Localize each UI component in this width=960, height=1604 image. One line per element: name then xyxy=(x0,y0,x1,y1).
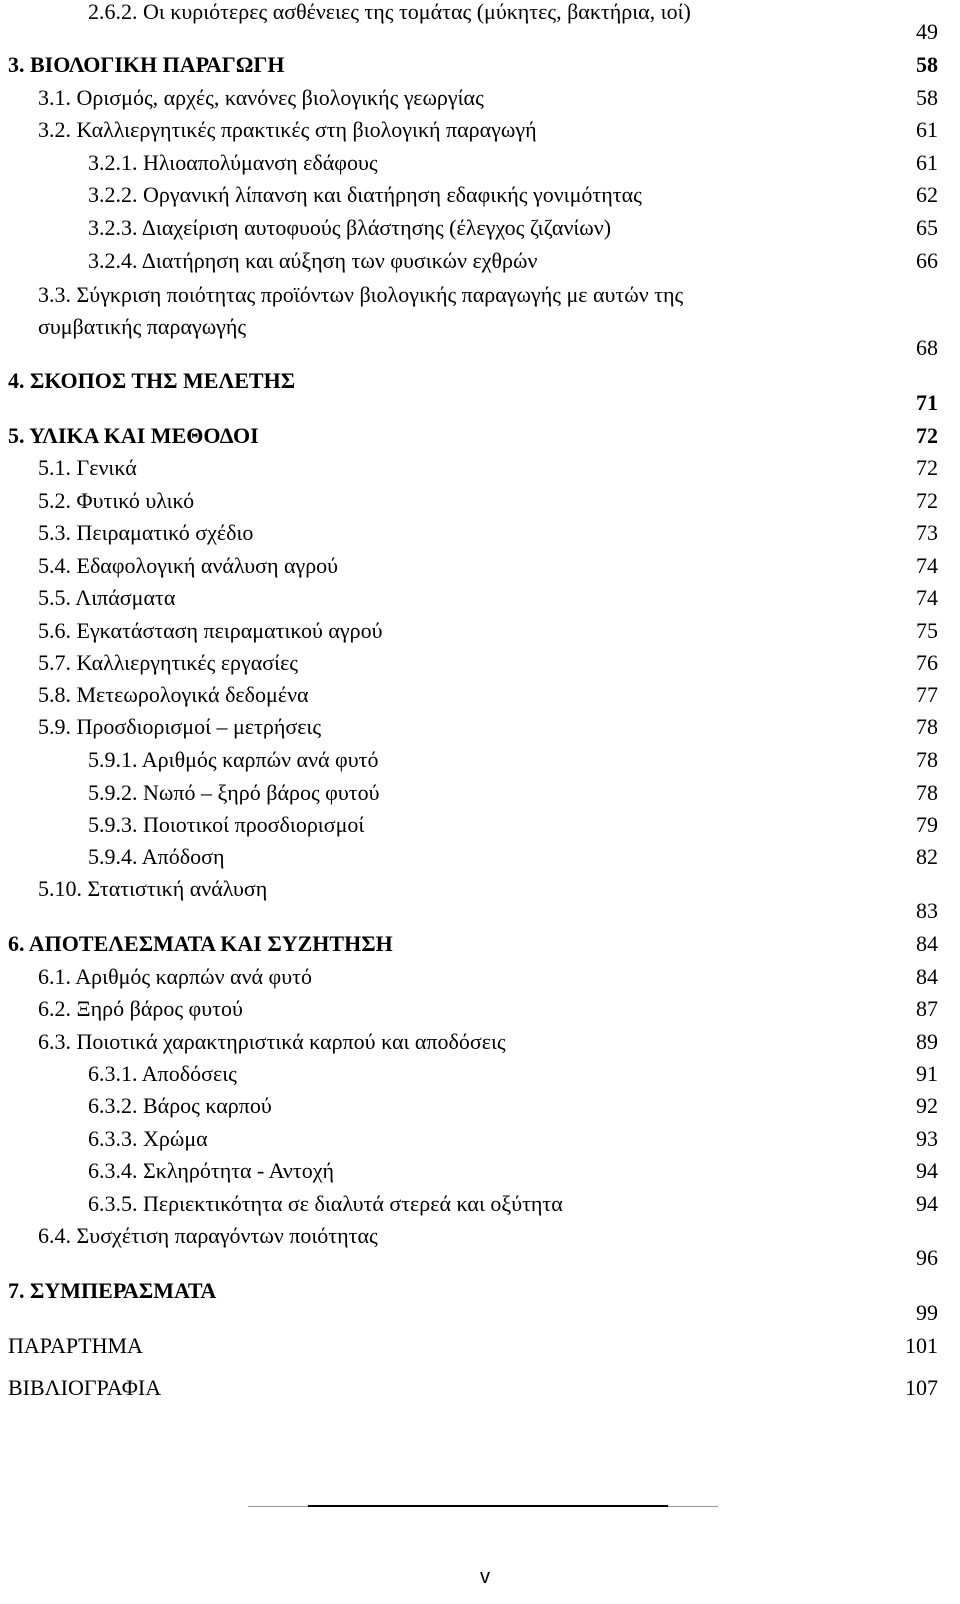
toc-entry-title: 7. ΣΥΜΠΕΡΑΣΜΑΤΑ xyxy=(8,1278,217,1303)
toc-entry xyxy=(0,776,960,810)
toc-entry-page: 72 xyxy=(916,423,938,448)
toc-entry-title: 3.2.4. Διατήρηση και αύξηση των φυσικών εχθρών xyxy=(88,248,538,273)
toc-entry xyxy=(0,840,960,874)
toc-entry-title: 3. ΒΙΟΛΟΓΙΚΗ ΠΑΡΑΓΩΓΗ xyxy=(8,52,285,77)
toc-entry-page: 61 xyxy=(916,150,938,175)
toc-entry-page: 78 xyxy=(916,780,938,805)
toc-entry-title: 5.1. Γενικά xyxy=(38,455,137,480)
toc-entry-page: 72 xyxy=(916,455,938,480)
toc-entry xyxy=(0,646,960,680)
toc-chapter xyxy=(0,419,960,453)
toc-entry-page-row xyxy=(0,1296,960,1330)
toc-entry-title: 5.9.1. Αριθμός καρπών ανά φυτό xyxy=(88,747,379,772)
toc-entry xyxy=(0,1154,960,1188)
toc-entry-page: 49 xyxy=(916,19,938,44)
toc-entry-page: 71 xyxy=(916,390,938,415)
toc-entry xyxy=(0,178,960,212)
toc-entry xyxy=(0,451,960,485)
toc-entry-page: 58 xyxy=(916,85,938,110)
toc-entry-title: 5.8. Μετεωρολογικά δεδομένα xyxy=(38,682,309,707)
toc-entry-title: 6.3.4. Σκληρότητα - Αντοχή xyxy=(88,1158,334,1183)
toc-entry xyxy=(0,1089,960,1123)
toc-entry-page: 84 xyxy=(916,931,938,956)
toc-entry-page: 77 xyxy=(916,682,938,707)
toc-entry xyxy=(0,278,960,312)
toc-entry-title: 6.3.3. Χρώμα xyxy=(88,1126,208,1151)
toc-entry-title-continuation: συμβατικής παραγωγής xyxy=(38,314,247,339)
toc-entry xyxy=(0,211,960,245)
toc-entry-title: 2.6.2. Οι κυριότερες ασθένειες της τομάτας (μύκητες, βακτήρια, ιοί) xyxy=(88,0,691,24)
toc-entry-page-row xyxy=(0,1241,960,1275)
toc-entry-page: 74 xyxy=(916,585,938,610)
toc-entry-page: 73 xyxy=(916,520,938,545)
toc-entry-title: 5. ΥΛΙΚΑ ΚΑΙ ΜΕΘΟΔΟΙ xyxy=(8,423,259,448)
toc-entry-title: 6.4. Συσχέτιση παραγόντων ποιότητας xyxy=(38,1223,378,1248)
toc-entry-page: 107 xyxy=(905,1375,938,1400)
toc-entry-page: 84 xyxy=(916,964,938,989)
toc-entry xyxy=(0,1122,960,1156)
toc-entry-title: 5.4. Εδαφολογική ανάλυση αγρού xyxy=(38,553,339,578)
toc-entry-page: 87 xyxy=(916,996,938,1021)
toc-entry-page: 66 xyxy=(916,248,938,273)
toc-entry-title: 3.2.2. Οργανική λίπανση και διατήρηση εδαφικής γονιμότητας xyxy=(88,182,642,207)
toc-entry xyxy=(0,1057,960,1091)
toc-entry-title: 6.3.5. Περιεκτικότητα σε διαλυτά στερεά και οξύτητα xyxy=(88,1191,563,1216)
toc-chapter xyxy=(0,1371,960,1405)
toc-entry-title: ΒΙΒΛΙΟΓΡΑΦΙΑ xyxy=(8,1375,162,1400)
toc-entry-page: 78 xyxy=(916,747,938,772)
toc-entry xyxy=(0,808,960,842)
toc-entry-page: 65 xyxy=(916,215,938,240)
toc-entry xyxy=(0,710,960,744)
toc-entry-title: 4. ΣΚΟΠΟΣ ΤΗΣ ΜΕΛΕΤΗΣ xyxy=(8,368,296,393)
toc-entry-title: 3.2.1. Ηλιοαπολύμανση εδάφους xyxy=(88,150,378,175)
toc-entry-page-row xyxy=(0,15,960,49)
toc-entry-title: 6.3.1. Αποδόσεις xyxy=(88,1061,237,1086)
toc-entry-title: 5.9.4. Απόδοση xyxy=(88,844,225,869)
toc-entry-page: 96 xyxy=(916,1245,938,1270)
toc-entry-title: ΠΑΡΑΡΤΗΜΑ xyxy=(8,1333,143,1358)
toc-entry xyxy=(0,549,960,583)
toc-entry-page: 61 xyxy=(916,117,938,142)
toc-chapter xyxy=(0,927,960,961)
toc-entry xyxy=(0,581,960,615)
toc-entry-title: 3.1. Ορισμός, αρχές, κανόνες βιολογικής γεωργίας xyxy=(38,85,484,110)
toc-entry-page: 99 xyxy=(916,1300,938,1325)
toc-chapter xyxy=(0,48,960,82)
toc-entry xyxy=(0,992,960,1026)
toc-entry-title: 5.9.3. Ποιοτικοί προσδιορισμοί xyxy=(88,812,365,837)
toc-entry-page: 92 xyxy=(916,1093,938,1118)
toc-entry xyxy=(0,678,960,712)
toc-entry-title: 5.2. Φυτικό υλικό xyxy=(38,488,195,513)
toc-entry-page: 83 xyxy=(916,898,938,923)
toc-entry-page: 76 xyxy=(916,650,938,675)
toc-entry-page: 89 xyxy=(916,1029,938,1054)
toc-entry-page: 93 xyxy=(916,1126,938,1151)
toc-entry-page: 94 xyxy=(916,1158,938,1183)
toc-entry-page: 75 xyxy=(916,618,938,643)
toc-entry xyxy=(0,484,960,518)
toc-entry-page-row xyxy=(0,331,960,365)
toc-entry-page: 79 xyxy=(916,812,938,837)
toc-entry-title: 6. ΑΠΟΤΕΛΕΣΜΑΤΑ ΚΑΙ ΣΥΖΗΤΗΣΗ xyxy=(8,931,393,956)
toc-entry-page: 68 xyxy=(916,335,938,360)
toc-entry xyxy=(0,743,960,777)
toc-entry xyxy=(0,81,960,115)
toc-entry-page: 91 xyxy=(916,1061,938,1086)
toc-entry xyxy=(0,113,960,147)
toc-entry-page-row xyxy=(0,894,960,928)
toc-entry-title: 5.5. Λιπάσματα xyxy=(38,585,176,610)
footer-divider-accent xyxy=(308,1505,668,1507)
toc-entry-page-row xyxy=(0,386,960,420)
toc-entry-page: 101 xyxy=(905,1333,938,1358)
toc-entry xyxy=(0,614,960,648)
toc-entry-title: 3.3. Σύγκριση ποιότητας προϊόντων βιολογικής παραγωγής με αυτών της xyxy=(38,282,684,307)
toc-entry-title: 5.10. Στατιστική ανάλυση xyxy=(38,876,268,901)
toc-entry-title: 6.3.2. Βάρος καρπού xyxy=(88,1093,272,1118)
toc-entry-title: 5.3. Πειραματικό σχέδιο xyxy=(38,520,254,545)
toc-entry-title: 6.2. Ξηρό βάρος φυτού xyxy=(38,996,243,1021)
toc-entry-page: 74 xyxy=(916,553,938,578)
toc-entry-page: 62 xyxy=(916,182,938,207)
toc-entry-page: 58 xyxy=(916,52,938,77)
toc-entry-title: 5.9.2. Νωπό – ξηρό βάρος φυτού xyxy=(88,780,380,805)
toc-entry-page: 78 xyxy=(916,714,938,739)
toc-entry xyxy=(0,960,960,994)
toc-entry xyxy=(0,244,960,278)
toc-entry-title: 6.1. Αριθμός καρπών ανά φυτό xyxy=(38,964,312,989)
page-number: v xyxy=(480,1566,490,1588)
toc-entry xyxy=(0,1187,960,1221)
toc-entry-title: 3.2.3. Διαχείριση αυτοφυούς βλάστησης (έλεγχος ζιζανίων) xyxy=(88,215,612,240)
toc-entry-title: 5.9. Προσδιορισμοί – μετρήσεις xyxy=(38,714,322,739)
toc-entry-page: 94 xyxy=(916,1191,938,1216)
toc-entry-title: 5.6. Εγκατάσταση πειραματικού αγρού xyxy=(38,618,383,643)
toc-chapter xyxy=(0,1329,960,1363)
toc-entry-title: 6.3. Ποιοτικά χαρακτηριστικά καρπού και αποδόσεις xyxy=(38,1029,506,1054)
toc-entry-title: 3.2. Καλλιεργητικές πρακτικές στη βιολογική παραγωγή xyxy=(38,117,537,142)
toc-entry-page: 82 xyxy=(916,844,938,869)
toc-entry-page: 72 xyxy=(916,488,938,513)
toc-entry xyxy=(0,1025,960,1059)
toc-entry xyxy=(0,516,960,550)
toc-entry xyxy=(0,146,960,180)
toc-entry-title: 5.7. Καλλιεργητικές εργασίες xyxy=(38,650,299,675)
